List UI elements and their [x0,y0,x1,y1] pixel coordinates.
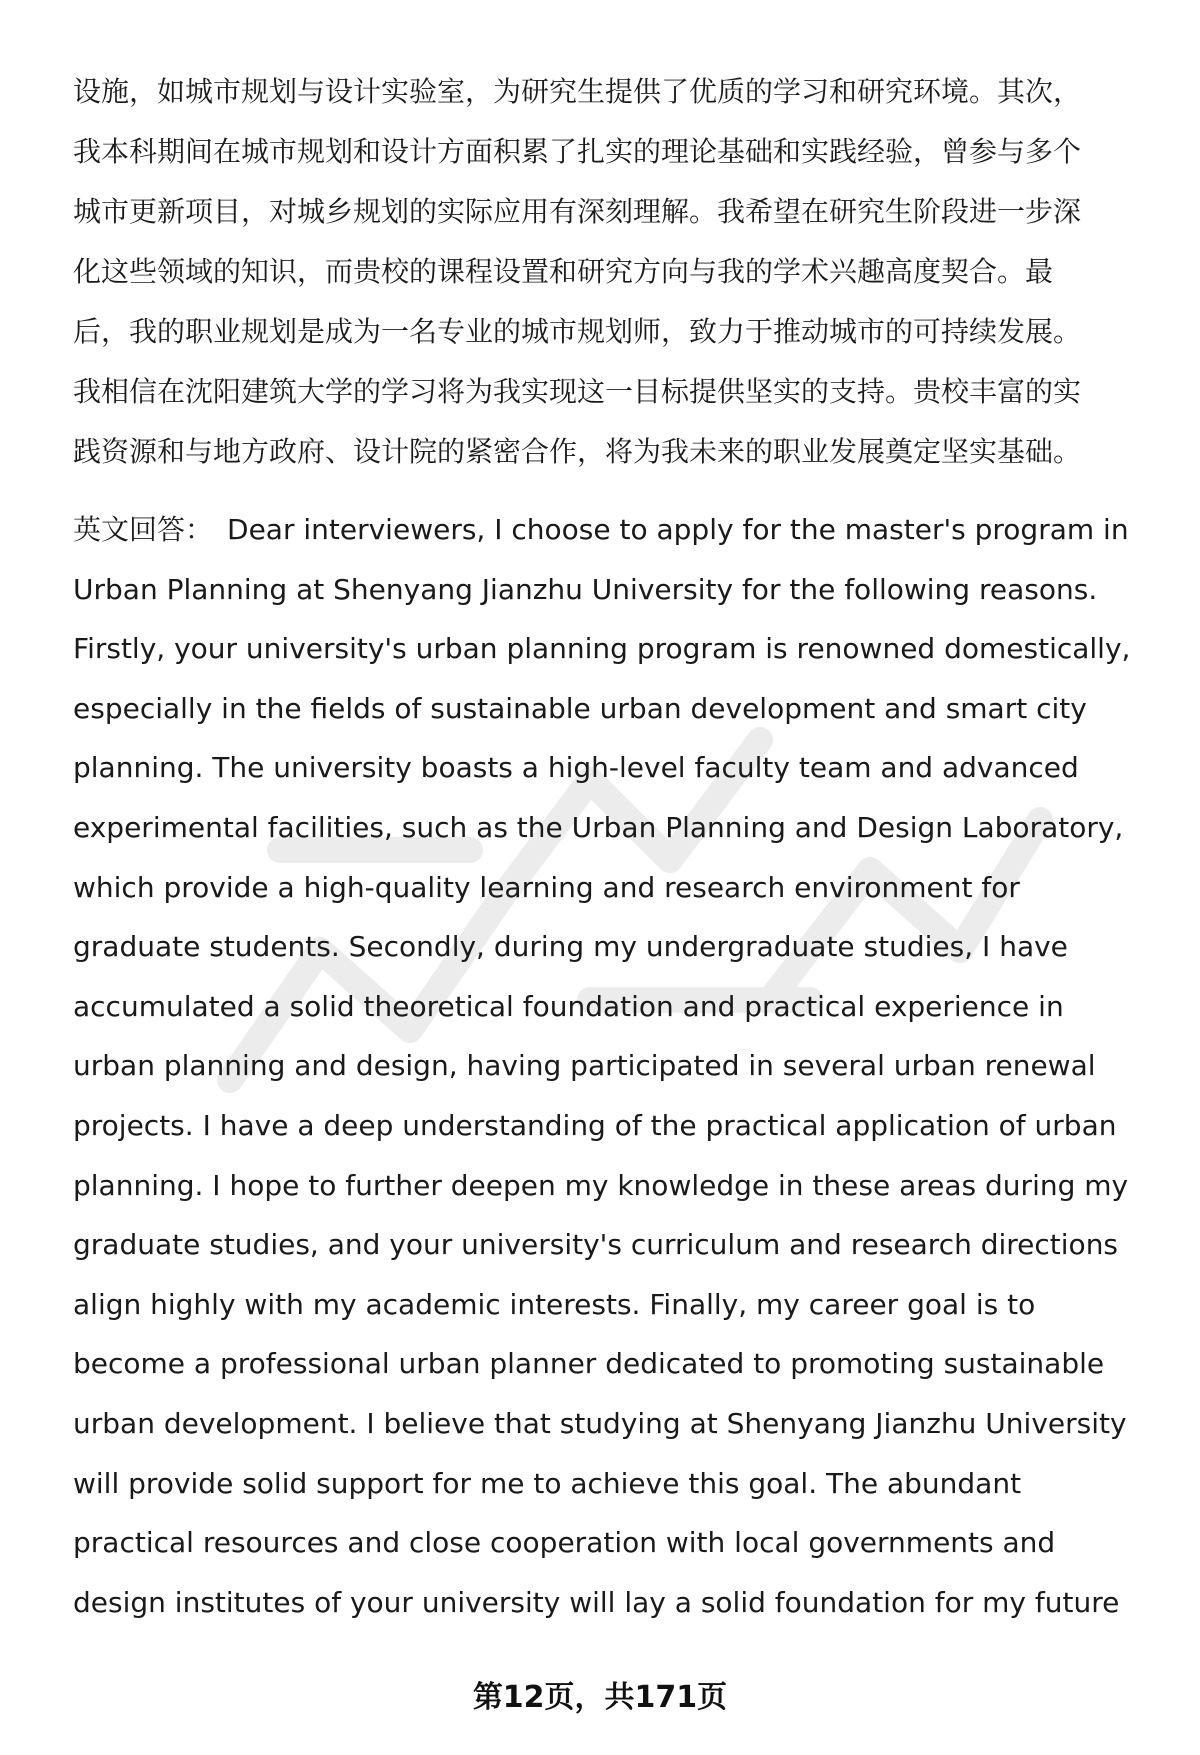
english-answer-line: urban development. I believe that studying at Shenyang Jianzhu University [73,1406,1127,1440]
english-answer-line: experimental facilities, such as the Urban Planning and Design Laboratory, [73,810,1124,844]
chinese-answer-paragraph [73,62,1133,482]
english-answer-line: especially in the fields of sustainable urban development and smart city [73,691,1087,725]
english-answer-line: planning. I hope to further deepen my knowledge in these areas during my [73,1168,1129,1202]
english-answer-line: Dear interviewers, I choose to apply for the master's program in [227,513,1129,546]
chinese-answer-line: 设施，如城市规划与设计实验室，为研究生提供了优质的学习和研究环境。其次， [73,75,1082,108]
chinese-answer-line: 我本科期间在城市规划和设计方面积累了扎实的理论基础和实践经验，曾参与多个 [73,135,1082,168]
english-answer-line: which provide a high-quality learning and research environment for [73,870,1020,904]
chinese-answer-line: 践资源和与地方政府、设计院的紧密合作，将为我未来的职业发展奠定坚实基础。 [73,435,1082,468]
english-answer-line: Urban Planning at Shenyang Jianzhu University for the following reasons. [73,572,1098,606]
document-page [73,62,1133,1632]
chinese-answer-line: 城市更新项目，对城乡规划的实际应用有深刻理解。我希望在研究生阶段进一步深 [73,195,1082,228]
english-answer-line: become a professional urban planner dedicated to promoting sustainable [73,1347,1105,1381]
english-answer-line: Firstly, your university's urban planning program is renowned domestically, [73,632,1131,666]
page-number-footer: 第12页，共171页 [472,1680,728,1715]
english-answer-line: practical resources and close cooperation with local governments and [73,1526,1056,1560]
english-answer-line: graduate students. Secondly, during my undergraduate studies, I have [73,930,1068,964]
chinese-answer-line: 化这些领域的知识，而贵校的课程设置和研究方向与我的学术兴趣高度契合。最 [73,255,1054,288]
english-answer-line: will provide solid support for me to achieve this goal. The abundant [73,1466,1022,1500]
english-answer-label: 英文回答： [73,513,214,546]
english-answer-line: accumulated a solid theoretical foundation and practical experience in [73,989,1064,1023]
english-answer-line: projects. I have a deep understanding of the practical application of urban [73,1108,1117,1142]
english-answer-line: graduate studies, and your university's curriculum and research directions [73,1228,1119,1262]
english-answer-line: urban planning and design, having participated in several urban renewal [73,1049,1096,1083]
chinese-answer-line: 我相信在沈阳建筑大学的学习将为我实现这一目标提供坚实的支持。贵校丰富的实 [73,375,1082,408]
chinese-answer-line: 后，我的职业规划是成为一名专业的城市规划师，致力于推动城市的可持续发展。 [73,315,1082,348]
english-answer-line: planning. The university boasts a high-level faculty team and advanced [73,751,1079,785]
english-answer-paragraph [73,500,1133,1632]
english-answer-first-line [73,500,1133,560]
english-answer-line: design institutes of your university will lay a solid foundation for my future [73,1585,1120,1619]
english-answer-line: align highly with my academic interests. Finally, my career goal is to [73,1287,1036,1321]
